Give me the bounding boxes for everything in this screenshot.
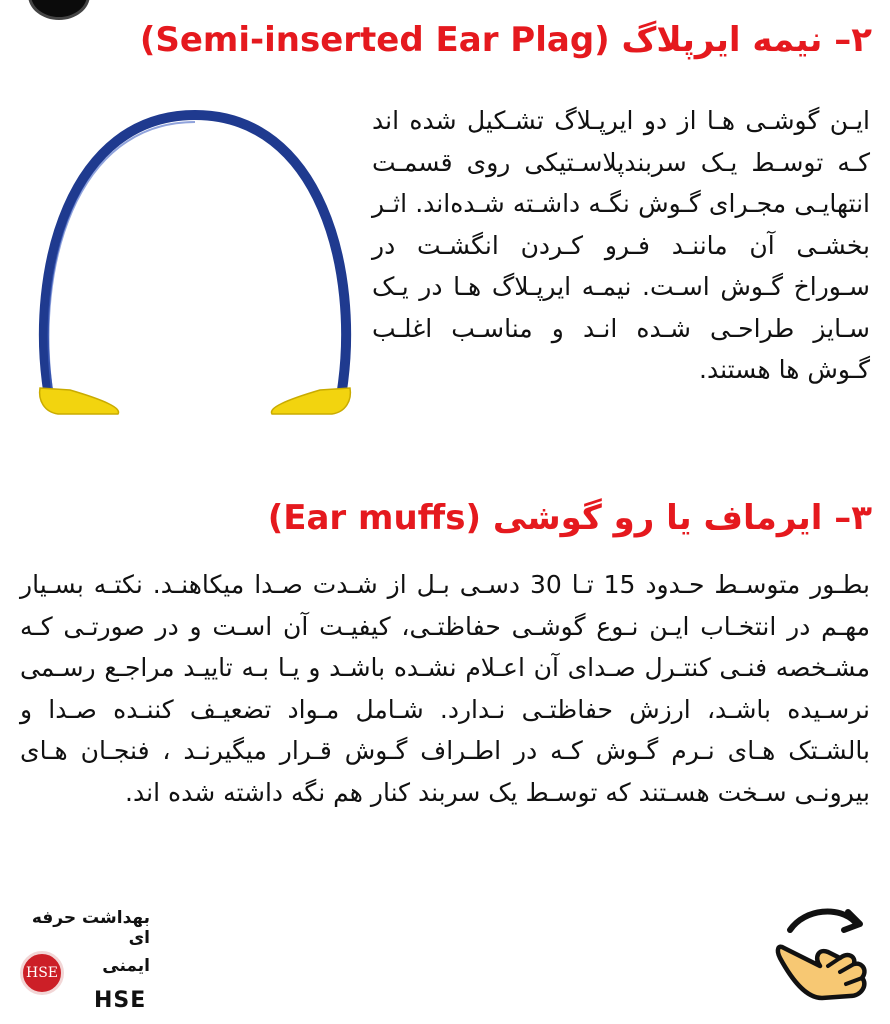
brand-occupational-health: بهداشت حرفه ای xyxy=(31,908,150,948)
brand-block xyxy=(14,900,164,1020)
semi-inserted-earplug-image xyxy=(30,100,360,430)
swipe-hand-icon[interactable] xyxy=(770,900,880,1010)
section-2-heading: ۲– نیمه ایرپلاگ (Semi-inserted Ear Plag) xyxy=(139,20,872,60)
top-logo-circle xyxy=(28,0,90,20)
section-3-body: بطـور متوسـط حـدود 15 تـا 30 دسـی بـل از شـدت صـدا میکاهنـد. نکتـه بسـیار مهـم در انتخـاب ایـن نـوع گوشـی حفاظتـی، کیفیـت آن اسـت و در صورتـی کـه مشـخصه فنـی کنتـرل صـدای آن اعـلام نشـده باشـد و یـا بـه تاییـد مراجـع رسـمی نرسـیده باشـد، ارزش حفاظتـی نـدارد. شـامل مـواد تضعیـف کننـده صـدا و بالشـتک هـای نـرم گـوش کـه در اطـراف گـوش قـرار میگیرنـد ، فنجـان هـای بیرونـی سـخت هسـتند که توسـط یک سربند کنار هم نگه داشته شده اند. xyxy=(20,570,871,807)
section-2-body: ایـن گوشـی هـا از دو ایرپـلاگ تشـکیل شده اند کـه توسـط یـک سربندپلاسـتیکی روی قسمـت انتهایـی مجـرای گـوش نگـه داشـته شـده‌اند. اثـر بخشـی آن ماننـد فـرو کـردن انگشـت در سـوراخ گـوش اسـت. نیمـه ایرپـلاگ هـا در یـک سـایز طراحـی شـده انـد و مناسـب اغلـب گـوش ها هستند. xyxy=(372,106,870,384)
brand-hse: HSE xyxy=(94,988,147,1013)
hse-logo: HSE xyxy=(20,951,64,995)
brand-safety: ایمنی xyxy=(102,956,150,976)
section-3-heading: ۳– ایرماف یا رو گوشی (Ear muffs) xyxy=(267,498,872,538)
